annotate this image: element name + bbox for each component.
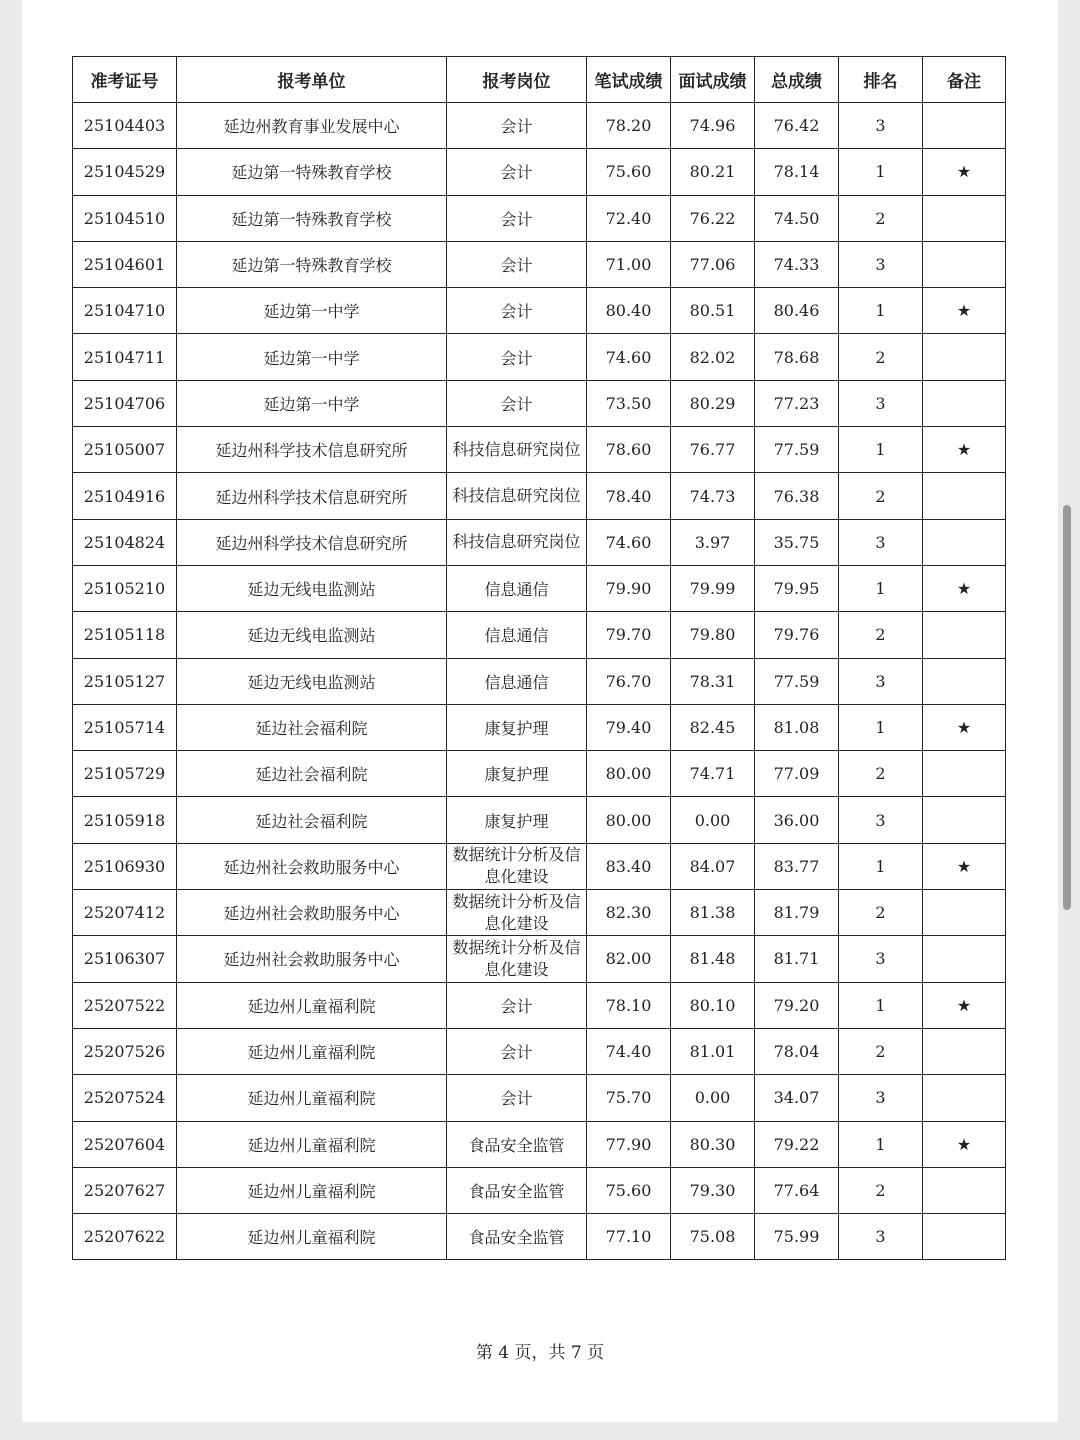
cell-unit: 延边第一特殊教育学校 (177, 195, 447, 241)
cell-remark (923, 1214, 1006, 1260)
cell-interview-score: 75.08 (671, 1214, 755, 1260)
cell-total-score: 76.38 (755, 473, 839, 519)
cell-remark: ★ (923, 427, 1006, 473)
cell-total-score: 75.99 (755, 1214, 839, 1260)
cell-remark: ★ (923, 565, 1006, 611)
cell-remark: ★ (923, 843, 1006, 889)
cell-remark (923, 797, 1006, 843)
score-table (72, 56, 1006, 1260)
cell-unit: 延边无线电监测站 (177, 658, 447, 704)
cell-unit: 延边无线电监测站 (177, 612, 447, 658)
cell-total-score: 80.46 (755, 288, 839, 334)
table-row (73, 519, 1006, 565)
cell-written-score: 77.90 (587, 1121, 671, 1167)
cell-interview-score: 80.10 (671, 982, 755, 1028)
cell-interview-score: 77.06 (671, 241, 755, 287)
cell-exam-id: 25207412 (73, 890, 177, 936)
table-row (73, 1121, 1006, 1167)
cell-exam-id: 25104601 (73, 241, 177, 287)
cell-post: 科技信息研究岗位 (447, 473, 587, 519)
header-rank: 排名 (839, 57, 923, 103)
table-row (73, 797, 1006, 843)
cell-unit: 延边社会福利院 (177, 797, 447, 843)
table-row (73, 195, 1006, 241)
cell-interview-score: 79.99 (671, 565, 755, 611)
cell-interview-score: 80.29 (671, 380, 755, 426)
cell-rank: 3 (839, 1214, 923, 1260)
cell-post: 信息通信 (447, 565, 587, 611)
cell-unit: 延边州科学技术信息研究所 (177, 427, 447, 473)
cell-remark: ★ (923, 149, 1006, 195)
cell-total-score: 79.22 (755, 1121, 839, 1167)
cell-post: 信息通信 (447, 658, 587, 704)
cell-rank: 2 (839, 751, 923, 797)
cell-rank: 1 (839, 982, 923, 1028)
cell-unit: 延边第一特殊教育学校 (177, 241, 447, 287)
cell-remark (923, 658, 1006, 704)
cell-post: 数据统计分析及信息化建设 (447, 843, 587, 889)
cell-rank: 2 (839, 1028, 923, 1074)
header-row (73, 57, 1006, 103)
cell-exam-id: 25207627 (73, 1167, 177, 1213)
cell-unit: 延边州科学技术信息研究所 (177, 473, 447, 519)
table-row (73, 565, 1006, 611)
cell-interview-score: 74.73 (671, 473, 755, 519)
cell-exam-id: 25104529 (73, 149, 177, 195)
cell-written-score: 75.60 (587, 149, 671, 195)
cell-exam-id: 25104711 (73, 334, 177, 380)
cell-exam-id: 25105118 (73, 612, 177, 658)
cell-rank: 3 (839, 797, 923, 843)
cell-unit: 延边州儿童福利院 (177, 1167, 447, 1213)
cell-unit: 延边州儿童福利院 (177, 1075, 447, 1121)
cell-post: 康复护理 (447, 797, 587, 843)
cell-interview-score: 79.80 (671, 612, 755, 658)
cell-interview-score: 74.96 (671, 103, 755, 149)
cell-rank: 3 (839, 519, 923, 565)
cell-rank: 1 (839, 843, 923, 889)
cell-remark: ★ (923, 982, 1006, 1028)
cell-written-score: 75.60 (587, 1167, 671, 1213)
table-body (73, 103, 1006, 1260)
cell-post: 会计 (447, 1075, 587, 1121)
cell-unit: 延边州儿童福利院 (177, 1028, 447, 1074)
cell-written-score: 78.60 (587, 427, 671, 473)
cell-rank: 3 (839, 658, 923, 704)
cell-unit: 延边州教育事业发展中心 (177, 103, 447, 149)
cell-remark (923, 334, 1006, 380)
cell-written-score: 77.10 (587, 1214, 671, 1260)
cell-interview-score: 80.30 (671, 1121, 755, 1167)
vertical-scrollbar[interactable] (1063, 505, 1071, 910)
cell-post: 数据统计分析及信息化建设 (447, 890, 587, 936)
cell-post: 会计 (447, 103, 587, 149)
cell-unit: 延边州社会救助服务中心 (177, 890, 447, 936)
cell-written-score: 78.20 (587, 103, 671, 149)
cell-written-score: 78.10 (587, 982, 671, 1028)
cell-remark (923, 890, 1006, 936)
cell-exam-id: 25207524 (73, 1075, 177, 1121)
cell-interview-score: 81.01 (671, 1028, 755, 1074)
cell-exam-id: 25105729 (73, 751, 177, 797)
cell-remark (923, 1075, 1006, 1121)
cell-rank: 3 (839, 241, 923, 287)
cell-remark (923, 241, 1006, 287)
cell-total-score: 77.64 (755, 1167, 839, 1213)
cell-post: 信息通信 (447, 612, 587, 658)
cell-interview-score: 81.38 (671, 890, 755, 936)
cell-unit: 延边州社会救助服务中心 (177, 843, 447, 889)
table-row (73, 751, 1006, 797)
cell-post: 科技信息研究岗位 (447, 519, 587, 565)
cell-post: 会计 (447, 195, 587, 241)
table-row (73, 890, 1006, 936)
header-exam-id: 准考证号 (73, 57, 177, 103)
cell-exam-id: 25105210 (73, 565, 177, 611)
table-row (73, 936, 1006, 982)
cell-total-score: 76.42 (755, 103, 839, 149)
cell-unit: 延边州科学技术信息研究所 (177, 519, 447, 565)
cell-interview-score: 79.30 (671, 1167, 755, 1213)
cell-total-score: 77.23 (755, 380, 839, 426)
cell-exam-id: 25207622 (73, 1214, 177, 1260)
cell-remark (923, 380, 1006, 426)
cell-total-score: 36.00 (755, 797, 839, 843)
cell-rank: 2 (839, 1167, 923, 1213)
cell-rank: 1 (839, 704, 923, 750)
cell-unit: 延边社会福利院 (177, 751, 447, 797)
cell-exam-id: 25105127 (73, 658, 177, 704)
cell-exam-id: 25104916 (73, 473, 177, 519)
table-row (73, 334, 1006, 380)
cell-exam-id: 25104824 (73, 519, 177, 565)
page-indicator: 第 4 页，共 7 页 (475, 1343, 605, 1363)
cell-interview-score: 76.22 (671, 195, 755, 241)
cell-written-score: 79.70 (587, 612, 671, 658)
cell-interview-score: 80.51 (671, 288, 755, 334)
cell-total-score: 77.59 (755, 427, 839, 473)
cell-remark: ★ (923, 704, 1006, 750)
cell-remark (923, 195, 1006, 241)
table-row (73, 982, 1006, 1028)
cell-total-score: 83.77 (755, 843, 839, 889)
cell-unit: 延边州社会救助服务中心 (177, 936, 447, 982)
cell-total-score: 74.33 (755, 241, 839, 287)
cell-unit: 延边无线电监测站 (177, 565, 447, 611)
table-row (73, 1075, 1006, 1121)
cell-total-score: 79.76 (755, 612, 839, 658)
table-row (73, 704, 1006, 750)
table-row (73, 1028, 1006, 1074)
cell-written-score: 74.60 (587, 334, 671, 380)
cell-total-score: 78.14 (755, 149, 839, 195)
cell-rank: 3 (839, 380, 923, 426)
cell-exam-id: 25104706 (73, 380, 177, 426)
cell-exam-id: 25106930 (73, 843, 177, 889)
cell-interview-score: 82.45 (671, 704, 755, 750)
cell-post: 食品安全监管 (447, 1121, 587, 1167)
cell-total-score: 34.07 (755, 1075, 839, 1121)
cell-interview-score: 0.00 (671, 1075, 755, 1121)
table-row (73, 103, 1006, 149)
cell-total-score: 81.71 (755, 936, 839, 982)
cell-unit: 延边州儿童福利院 (177, 1121, 447, 1167)
cell-post: 会计 (447, 334, 587, 380)
cell-post: 数据统计分析及信息化建设 (447, 936, 587, 982)
cell-written-score: 74.40 (587, 1028, 671, 1074)
header-unit: 报考单位 (177, 57, 447, 103)
cell-unit: 延边第一中学 (177, 334, 447, 380)
cell-remark: ★ (923, 288, 1006, 334)
cell-interview-score: 76.77 (671, 427, 755, 473)
cell-remark (923, 751, 1006, 797)
cell-total-score: 35.75 (755, 519, 839, 565)
cell-exam-id: 25207522 (73, 982, 177, 1028)
cell-written-score: 75.70 (587, 1075, 671, 1121)
cell-remark (923, 519, 1006, 565)
cell-rank: 2 (839, 612, 923, 658)
cell-interview-score: 78.31 (671, 658, 755, 704)
cell-written-score: 80.40 (587, 288, 671, 334)
cell-remark (923, 936, 1006, 982)
table-row (73, 427, 1006, 473)
header-total-score: 总成绩 (755, 57, 839, 103)
table-row (73, 658, 1006, 704)
cell-total-score: 77.59 (755, 658, 839, 704)
cell-post: 会计 (447, 380, 587, 426)
table-row (73, 149, 1006, 195)
cell-written-score: 80.00 (587, 797, 671, 843)
cell-written-score: 80.00 (587, 751, 671, 797)
table-row (73, 1167, 1006, 1213)
table-row (73, 843, 1006, 889)
cell-interview-score: 0.00 (671, 797, 755, 843)
table-row (73, 473, 1006, 519)
header-post: 报考岗位 (447, 57, 587, 103)
cell-written-score: 71.00 (587, 241, 671, 287)
cell-total-score: 79.95 (755, 565, 839, 611)
cell-exam-id: 25105007 (73, 427, 177, 473)
cell-rank: 2 (839, 334, 923, 380)
cell-post: 康复护理 (447, 704, 587, 750)
cell-total-score: 81.79 (755, 890, 839, 936)
table-row (73, 288, 1006, 334)
cell-written-score: 76.70 (587, 658, 671, 704)
cell-post: 康复护理 (447, 751, 587, 797)
cell-written-score: 82.30 (587, 890, 671, 936)
cell-exam-id: 25207526 (73, 1028, 177, 1074)
table-row (73, 612, 1006, 658)
cell-rank: 2 (839, 195, 923, 241)
cell-interview-score: 81.48 (671, 936, 755, 982)
cell-interview-score: 74.71 (671, 751, 755, 797)
cell-rank: 3 (839, 936, 923, 982)
cell-remark (923, 1028, 1006, 1074)
header-remark: 备注 (923, 57, 1006, 103)
cell-exam-id: 25105714 (73, 704, 177, 750)
cell-exam-id: 25104403 (73, 103, 177, 149)
cell-total-score: 79.20 (755, 982, 839, 1028)
cell-post: 会计 (447, 1028, 587, 1074)
cell-remark: ★ (923, 1121, 1006, 1167)
cell-interview-score: 3.97 (671, 519, 755, 565)
cell-written-score: 72.40 (587, 195, 671, 241)
cell-rank: 3 (839, 1075, 923, 1121)
cell-post: 食品安全监管 (447, 1167, 587, 1213)
cell-unit: 延边第一特殊教育学校 (177, 149, 447, 195)
cell-post: 食品安全监管 (447, 1214, 587, 1260)
cell-written-score: 83.40 (587, 843, 671, 889)
cell-written-score: 79.40 (587, 704, 671, 750)
cell-rank: 1 (839, 427, 923, 473)
cell-total-score: 78.68 (755, 334, 839, 380)
cell-interview-score: 84.07 (671, 843, 755, 889)
cell-remark (923, 103, 1006, 149)
table-row (73, 241, 1006, 287)
cell-remark (923, 1167, 1006, 1213)
cell-total-score: 74.50 (755, 195, 839, 241)
cell-unit: 延边第一中学 (177, 288, 447, 334)
cell-exam-id: 25104510 (73, 195, 177, 241)
cell-rank: 2 (839, 890, 923, 936)
cell-remark (923, 473, 1006, 519)
cell-written-score: 78.40 (587, 473, 671, 519)
cell-total-score: 78.04 (755, 1028, 839, 1074)
cell-exam-id: 25104710 (73, 288, 177, 334)
cell-rank: 1 (839, 565, 923, 611)
table-row (73, 380, 1006, 426)
cell-rank: 1 (839, 288, 923, 334)
cell-post: 科技信息研究岗位 (447, 427, 587, 473)
table-row (73, 1214, 1006, 1260)
cell-exam-id: 25106307 (73, 936, 177, 982)
header-written-score: 笔试成绩 (587, 57, 671, 103)
cell-written-score: 82.00 (587, 936, 671, 982)
cell-unit: 延边社会福利院 (177, 704, 447, 750)
cell-written-score: 74.60 (587, 519, 671, 565)
cell-total-score: 81.08 (755, 704, 839, 750)
cell-total-score: 77.09 (755, 751, 839, 797)
cell-post: 会计 (447, 288, 587, 334)
cell-unit: 延边第一中学 (177, 380, 447, 426)
cell-unit: 延边州儿童福利院 (177, 1214, 447, 1260)
cell-rank: 3 (839, 103, 923, 149)
cell-post: 会计 (447, 241, 587, 287)
cell-exam-id: 25207604 (73, 1121, 177, 1167)
cell-written-score: 73.50 (587, 380, 671, 426)
cell-rank: 1 (839, 149, 923, 195)
cell-remark (923, 612, 1006, 658)
cell-post: 会计 (447, 149, 587, 195)
cell-interview-score: 80.21 (671, 149, 755, 195)
cell-exam-id: 25105918 (73, 797, 177, 843)
cell-post: 会计 (447, 982, 587, 1028)
cell-interview-score: 82.02 (671, 334, 755, 380)
header-interview-score: 面试成绩 (671, 57, 755, 103)
cell-written-score: 79.90 (587, 565, 671, 611)
cell-unit: 延边州儿童福利院 (177, 982, 447, 1028)
cell-rank: 2 (839, 473, 923, 519)
cell-rank: 1 (839, 1121, 923, 1167)
